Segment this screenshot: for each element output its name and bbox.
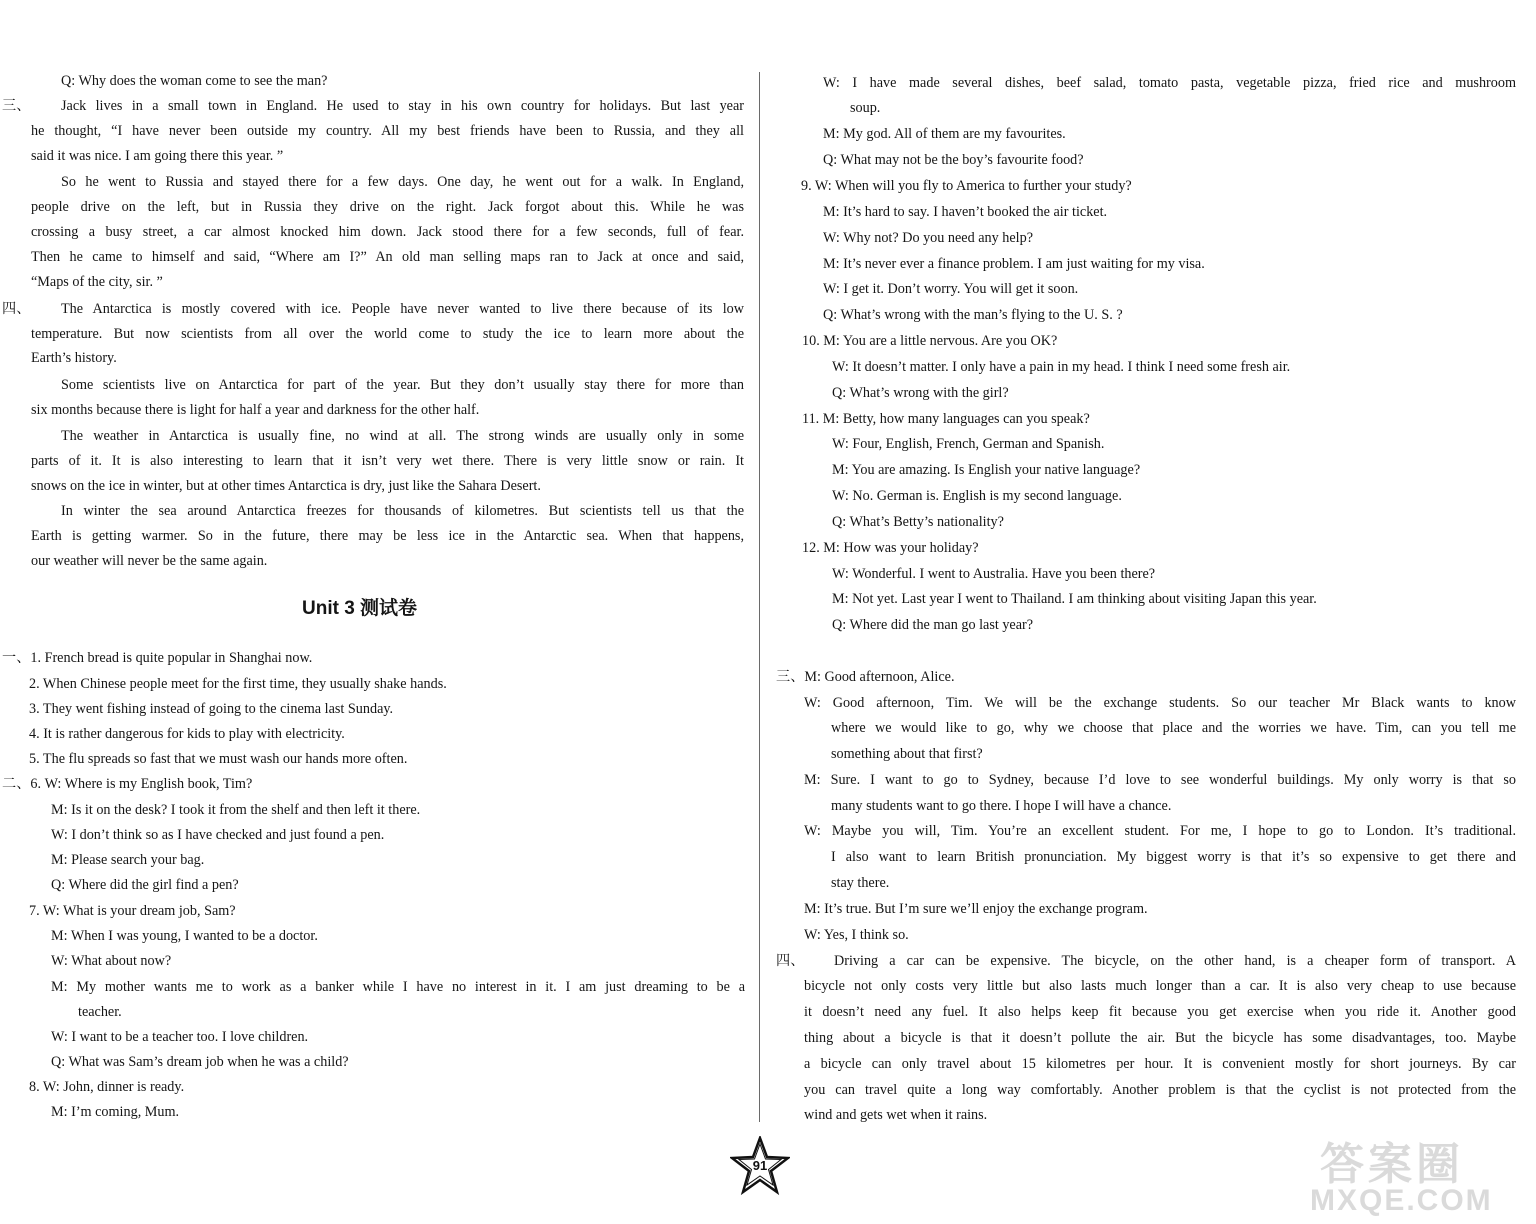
text-line: I also want to learn British pronunciation. My biggest worry is that it’s so expensive to get there and (831, 849, 1516, 865)
text-line: 2. When Chinese people meet for the first time, they usually shake hands. (29, 676, 447, 692)
text-line: The Antarctica is mostly covered with ice. People have never wanted to live there because of its low (61, 301, 744, 317)
text-line: it doesn’t need any fuel. It also helps keep fit because you get exercise when you ride it. Another good (804, 1004, 1516, 1020)
text-line: Q: What’s wrong with the girl? (832, 385, 1009, 401)
watermark-cn: 答案圈 (1320, 1139, 1464, 1190)
text-line: thing about a bicycle is that it doesn’t pollute the air. But the bicycle has some disadvantages, too. Maybe (804, 1030, 1516, 1046)
text-line: something about that first? (831, 746, 983, 762)
text-line: 5. The flu spreads so fast that we must wash our hands more often. (29, 751, 408, 767)
text-line: Earth’s history. (31, 350, 117, 366)
text-line: parts of it. It is also interesting to learn that it isn’t very wet there. There is very little snow or rain. It (31, 453, 744, 469)
text-line: M: It’s hard to say. I haven’t booked the air ticket. (823, 204, 1108, 220)
text-line: M: My god. All of them are my favourites. (823, 126, 1066, 142)
text-line: Q: Why does the woman come to see the man? (61, 73, 328, 89)
column-divider (759, 72, 760, 1122)
text-line: 四、 (776, 953, 805, 969)
text-line: In winter the sea around Antarctica freezes for thousands of kilometres. But scientists tell us that the (61, 503, 744, 519)
text-line: stay there. (831, 875, 890, 891)
text-line: 3. They went fishing instead of going to the cinema last Sunday. (29, 701, 394, 717)
text-line: 8. W: John, dinner is ready. (29, 1079, 185, 1095)
text-line: The weather in Antarctica is usually fine, no wind at all. The strong winds are usually only in some (61, 428, 744, 444)
text-line: 9. W: When will you fly to America to further your study? (801, 178, 1132, 194)
text-line: M: Please search your bag. (51, 852, 205, 868)
text-line: people drive on the left, but in Russia they drive on the right. Jack forgot about this. While he was (31, 199, 744, 215)
text-line: W: What about now? (51, 953, 172, 969)
text-line: M: My mother wants me to work as a banker while I have no interest in it. I am just dreaming to be a (51, 979, 745, 995)
text-line: Q: What may not be the boy’s favourite food? (823, 152, 1084, 168)
text-line: W: It doesn’t matter. I only have a pain in my head. I think I need some fresh air. (832, 359, 1291, 375)
text-line: Q: What was Sam’s dream job when he was a child? (51, 1054, 349, 1070)
page-number: 91 (752, 1158, 768, 1173)
text-line: W: I have made several dishes, beef salad, tomato pasta, vegetable pizza, fried rice and mushroom (823, 75, 1516, 91)
text-line: 一、1. French bread is quite popular in Shanghai now. (2, 650, 313, 666)
text-line: Earth is getting warmer. So in the future, there may be less ice in the Antarctic sea. When that happens, (31, 528, 744, 544)
text-line: Some scientists live on Antarctica for part of the year. But they don’t usually stay there for more than (61, 377, 744, 393)
text-line: W: No. German is. English is my second language. (832, 488, 1122, 504)
text-line: crossing a busy street, a car almost knocked him down. Jack stood there for a few seconds, full of fear. (31, 224, 744, 240)
text-line: Q: What’s wrong with the man’s flying to the U. S. ? (823, 307, 1123, 323)
text-line: said it was nice. I am going there this year. ” (31, 148, 284, 164)
text-line: our weather will never be the same again. (31, 553, 268, 569)
text-line: temperature. But now scientists from all over the world come to study the ice to learn more about the (31, 326, 744, 342)
text-line: where we would like to go, why we choose that place and the worries we have. Tim, can you tell me (831, 720, 1516, 736)
text-line: M: I’m coming, Mum. (51, 1104, 180, 1120)
text-line: 11. M: Betty, how many languages can you speak? (802, 411, 1090, 427)
text-line: soup. (850, 100, 881, 116)
text-line: you can travel quite a long way comfortably. Another problem is that the cyclist is not protected from the (804, 1082, 1516, 1098)
text-line: 10. M: You are a little nervous. Are you OK? (802, 333, 1058, 349)
text-line: W: I don’t think so as I have checked and just found a pen. (51, 827, 385, 843)
text-line: 7. W: What is your dream job, Sam? (29, 903, 236, 919)
text-line: Q: Where did the man go last year? (832, 617, 1034, 633)
text-line: wind and gets wet when it rains. (804, 1107, 988, 1123)
text-line: bicycle not only costs very little but also lasts much longer than a car. It is also very cheap to use because (804, 978, 1516, 994)
text-line: 12. M: How was your holiday? (802, 540, 979, 556)
text-line: 四、 (2, 301, 31, 317)
text-line: W: Yes, I think so. (804, 927, 909, 943)
page-number-badge (730, 1136, 790, 1196)
text-line: M: It’s never ever a finance problem. I am just waiting for my visa. (823, 256, 1205, 272)
text-line: So he went to Russia and stayed there for a few days. One day, he went out for a walk. In England, (61, 174, 744, 190)
text-line: 二、6. W: Where is my English book, Tim? (2, 776, 253, 792)
text-line: snows on the ice in winter, but at other times Antarctica is dry, just like the Sahara Desert. (31, 478, 541, 494)
text-line: 三、M: Good afternoon, Alice. (776, 669, 955, 685)
text-line: M: It’s true. But I’m sure we’ll enjoy the exchange program. (804, 901, 1148, 917)
text-line: W: I get it. Don’t worry. You will get it soon. (823, 281, 1079, 297)
watermark-en: MXQE.COM (1310, 1184, 1493, 1217)
text-line: M: Not yet. Last year I went to Thailand. I am thinking about visiting Japan this year. (832, 591, 1317, 607)
text-line: “Maps of the city, sir. ” (31, 274, 163, 290)
text-line: W: I want to be a teacher too. I love children. (51, 1029, 309, 1045)
text-line: a bicycle can only travel about 15 kilometres per hour. It is convenient mostly for short journeys. By car (804, 1056, 1516, 1072)
text-line: 4. It is rather dangerous for kids to play with electricity. (29, 726, 345, 742)
text-line: W: Four, English, French, German and Spanish. (832, 436, 1105, 452)
text-line: M: When I was young, I wanted to be a doctor. (51, 928, 318, 944)
text-line: Driving a car can be expensive. The bicycle, on the other hand, is a cheaper form of transport. A (834, 953, 1516, 969)
text-line: teacher. (78, 1004, 122, 1020)
text-line: W: Why not? Do you need any help? (823, 230, 1033, 246)
text-line: M: You are amazing. Is English your native language? (832, 462, 1141, 478)
text-line: M: Is it on the desk? I took it from the shelf and then left it there. (51, 802, 421, 818)
text-line: Q: What’s Betty’s nationality? (832, 514, 1004, 530)
watermark-logo (1280, 1128, 1530, 1222)
text-line: W: Good afternoon, Tim. We will be the exchange students. So our teacher Mr Black wants to know (804, 695, 1516, 711)
text-line: Jack lives in a small town in England. He used to stay in his own country for holidays. But last year (61, 98, 744, 114)
text-line: Q: Where did the girl find a pen? (51, 877, 239, 893)
text-line: 三、 (2, 98, 31, 114)
text-line: W: Maybe you will, Tim. You’re an excellent student. For me, I hope to go to London. It’s traditional. (804, 823, 1516, 839)
section-title: Unit 3 测试卷 (302, 598, 418, 619)
text-line: Then he came to himself and said, “Where am I?” An old man selling maps ran to Jack at once and said, (31, 249, 744, 265)
text-line: M: Sure. I want to go to Sydney, because I’d love to see wonderful buildings. My only worry is that so (804, 772, 1516, 788)
text-line: W: Wonderful. I went to Australia. Have you been there? (832, 566, 1156, 582)
text-line: he thought, “I have never been outside my country. All my best friends have been to Russia, and they all (31, 123, 744, 139)
text-line: six months because there is light for half a year and darkness for the other half. (31, 402, 480, 418)
text-line: many students want to go there. I hope I will have a chance. (831, 798, 1172, 814)
